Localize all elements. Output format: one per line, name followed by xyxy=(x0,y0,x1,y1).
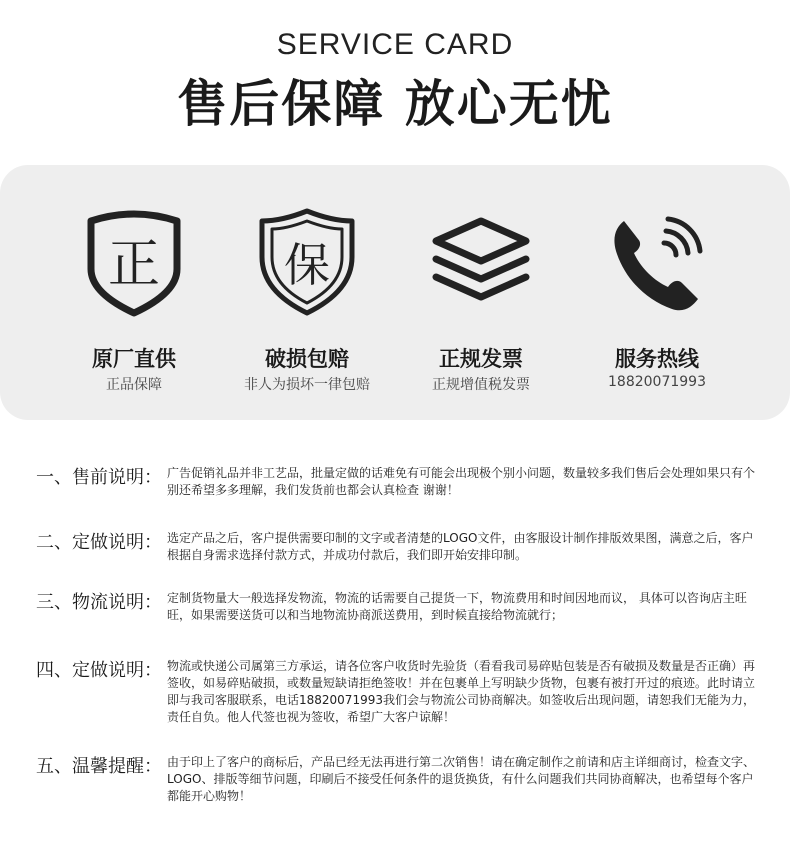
feature-name: 服务热线 xyxy=(615,347,699,371)
service-card-subtitle: SERVICE CARD xyxy=(276,28,514,61)
section-heading: 五、温馨提醒： xyxy=(36,756,162,777)
feature-damage xyxy=(207,165,407,420)
feature-desc: 正品保障 xyxy=(106,377,162,393)
layers-stack-icon xyxy=(426,207,536,317)
hotline-number: 18820071993 xyxy=(608,374,706,390)
phone-call-icon xyxy=(602,207,712,317)
section-heading: 二、定做说明： xyxy=(36,532,162,553)
feature-invoice xyxy=(381,165,581,420)
section-text: 物流或快递公司属第三方承运，请各位客户收货时先验货（看看我司易碎贴包装是否有破损及数量是否正确）再签收，如易碎贴破损，或数量短缺请拒绝签收！并在包裹单上写明缺少货物，包裹有被打开过的痕迹。此时请立即与我司客服联系，电话18820071993我们会与物流公司协商解决。如签收后出现问题，请恕我们无能为力，责任自负。他人代签也视为签收，希望广大客户谅解！ xyxy=(167,659,756,724)
shield-glyph: 正 xyxy=(107,235,161,295)
section-text: 由于印上了客户的商标后，产品已经无法再进行第二次销售！请在确定制作之前请和店主详细商讨，检查文字、LOGO、排版等细节问题，印刷后不接受任何条件的退货换货，有什么问题我们共同协商解决，也希望每个客户都能开心购物！ xyxy=(167,755,756,803)
section-heading: 三、物流说明： xyxy=(36,592,162,613)
feature-original xyxy=(34,165,234,420)
section-text: 广告促销礼品并非工艺品，批量定做的话难免有可能会出现极个别小问题，数量较多我们售后会处理如果只有个别还希望多多理解，我们发货前也都会认真检查 谢谢！ xyxy=(167,466,756,497)
feature-name: 正规发票 xyxy=(439,347,523,371)
shield-bao-icon xyxy=(252,207,362,317)
page-title: 售后保障 放心无忧 xyxy=(177,75,613,133)
feature-name: 破损包赔 xyxy=(265,347,349,371)
section-heading: 一、售前说明： xyxy=(36,467,162,488)
shield-glyph: 保 xyxy=(284,238,330,292)
feature-desc: 非人为损坏一律包赔 xyxy=(244,377,370,393)
features-panel xyxy=(0,165,790,420)
section-text: 选定产品之后，客户提供需要印制的文字或者清楚的LOGO文件，由客服设计制作排版效果图，满意之后，客户根据自身需求选择付款方式，并成功付款后，我们即开始安排印制。 xyxy=(167,531,754,562)
shield-zheng-icon xyxy=(79,207,189,317)
feature-hotline xyxy=(557,165,757,420)
section-text: 定制货物量大一般选择发物流，物流的话需要自己提货一下，物流费用和时间因地而议， 具体可以咨询店主旺旺，如果需要送货可以和当地物流协商派送费用，到时候直接给物流就行； xyxy=(167,591,747,622)
feature-desc: 正规增值税发票 xyxy=(432,377,530,393)
section-heading: 四、定做说明： xyxy=(36,660,162,681)
feature-name: 原厂直供 xyxy=(92,347,176,371)
